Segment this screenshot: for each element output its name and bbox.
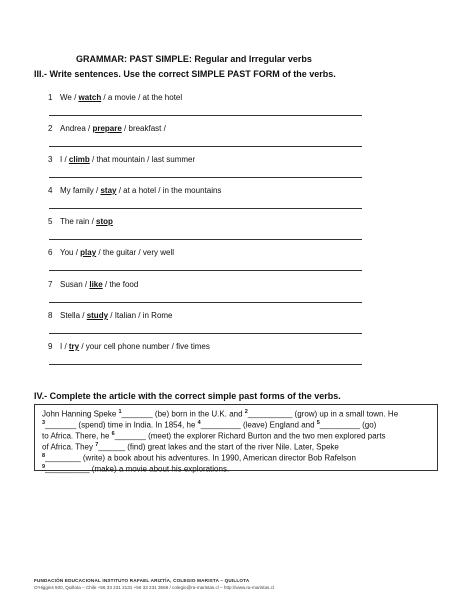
item-number: 7 [48, 280, 53, 289]
item-subject: Stella / [60, 311, 87, 320]
blank-number: 1 [118, 409, 122, 415]
item-rest: / breakfast / [121, 124, 166, 133]
exercise-item [48, 311, 173, 320]
item-subject: Susan / [60, 280, 90, 289]
item-rest: / Italian / in Rome [108, 311, 173, 320]
answer-line[interactable] [49, 270, 362, 271]
item-subject: You / [60, 248, 81, 257]
item-rest: / that mountain / last summer [89, 155, 196, 164]
article-text: ______ (find) great lakes and the start of the river Nile. Later, Speke [98, 442, 339, 452]
footer-address: O'Higgins 500, Quillota – Chile +56 33 231 2131 +56 33 231 3568 / colegio@ra-maristas.cl – http://www.ra-maristas.cl [34, 585, 274, 590]
item-verb: try [68, 342, 80, 351]
answer-line[interactable] [49, 239, 362, 240]
item-rest: / the food [102, 280, 139, 289]
blank-number: 8 [42, 453, 46, 459]
item-verb: prepare [92, 124, 122, 133]
item-verb: like [89, 280, 103, 289]
item-subject: We / [60, 93, 79, 102]
item-number: 1 [48, 93, 53, 102]
exercise-item [48, 248, 174, 257]
item-number: 9 [48, 342, 53, 351]
answer-line[interactable] [49, 208, 362, 209]
item-rest: / the guitar / very well [96, 248, 174, 257]
item-number: 5 [48, 217, 53, 226]
article-line [42, 409, 398, 419]
article-line [42, 442, 339, 452]
item-number: 4 [48, 186, 53, 195]
item-verb: study [86, 311, 109, 320]
answer-line[interactable] [49, 177, 362, 178]
exercise-item [48, 342, 210, 351]
article-text: _______ (be) born in the U.K. and [121, 409, 245, 419]
section-4-heading: IV.- Complete the article with the correct simple past forms of the verbs. [34, 391, 341, 401]
article-text: John Hanning Speke [42, 409, 119, 419]
blank-number: 7 [95, 442, 99, 448]
item-rest: / at a hotel / in the mountains [116, 186, 222, 195]
item-number: 2 [48, 124, 53, 133]
article-text: _______ (meet) the explorer Richard Burton and the two men explored parts [114, 431, 386, 441]
answer-line[interactable] [49, 364, 362, 365]
item-verb: stop [96, 217, 113, 226]
exercise-item [48, 280, 138, 289]
blank-number: 6 [111, 431, 115, 437]
article-box [34, 404, 438, 474]
blank-number: 9 [42, 464, 46, 470]
item-verb: watch [78, 93, 102, 102]
section-3-heading: III.- Write sentences. Use the correct SIMPLE PAST FORM of the verbs. [34, 69, 336, 79]
article-text: __________ (make) a movie about his explorations. [45, 464, 230, 474]
item-verb: stay [100, 186, 117, 195]
article-text: to Africa. There, he [42, 431, 112, 441]
item-number: 3 [48, 155, 53, 164]
article-text: ________ (write) a book about his adventures. In 1990, American director Bob Rafelson [45, 453, 356, 463]
exercise-item [48, 217, 113, 226]
item-verb: climb [68, 155, 90, 164]
exercise-item [48, 155, 195, 164]
item-subject: My family / [60, 186, 101, 195]
answer-line[interactable] [49, 146, 362, 147]
blank-number: 3 [42, 420, 46, 426]
article-text: _________ (leave) England and [200, 420, 317, 430]
item-subject: I / [60, 155, 69, 164]
worksheet-title: GRAMMAR: PAST SIMPLE: Regular and Irregular verbs [76, 54, 312, 64]
answer-line[interactable] [49, 333, 362, 334]
article-line [42, 464, 229, 474]
article-text: _________ (go) [319, 420, 377, 430]
item-number: 6 [48, 248, 53, 257]
exercise-item [48, 93, 182, 102]
exercise-item [48, 124, 166, 133]
item-rest: / your cell phone number / five times [79, 342, 210, 351]
article-text: _______ (spend) time in India. In 1854, he [45, 420, 198, 430]
item-subject: I / [60, 342, 69, 351]
exercise-item [48, 186, 221, 195]
answer-line[interactable] [49, 115, 362, 116]
item-rest: / a movie / at the hotel [101, 93, 183, 102]
answer-line[interactable] [49, 302, 362, 303]
item-subject: Andrea / [60, 124, 93, 133]
blank-number: 5 [316, 420, 320, 426]
article-line [42, 420, 376, 430]
item-subject: The rain / [60, 217, 97, 226]
article-text: __________ (grow) up in a small town. He [247, 409, 399, 419]
blank-number: 2 [244, 409, 248, 415]
article-line [42, 431, 386, 441]
article-line [42, 453, 356, 463]
blank-number: 4 [197, 420, 201, 426]
item-verb: play [80, 248, 97, 257]
article-text: of Africa. They [42, 442, 96, 452]
footer-organization: FUNDACIÓN EDUCACIONAL INSTITUTO RAFAEL ARIZTÍA, COLEGIO MARISTA – QUILLOTA [34, 578, 250, 583]
item-number: 8 [48, 311, 53, 320]
